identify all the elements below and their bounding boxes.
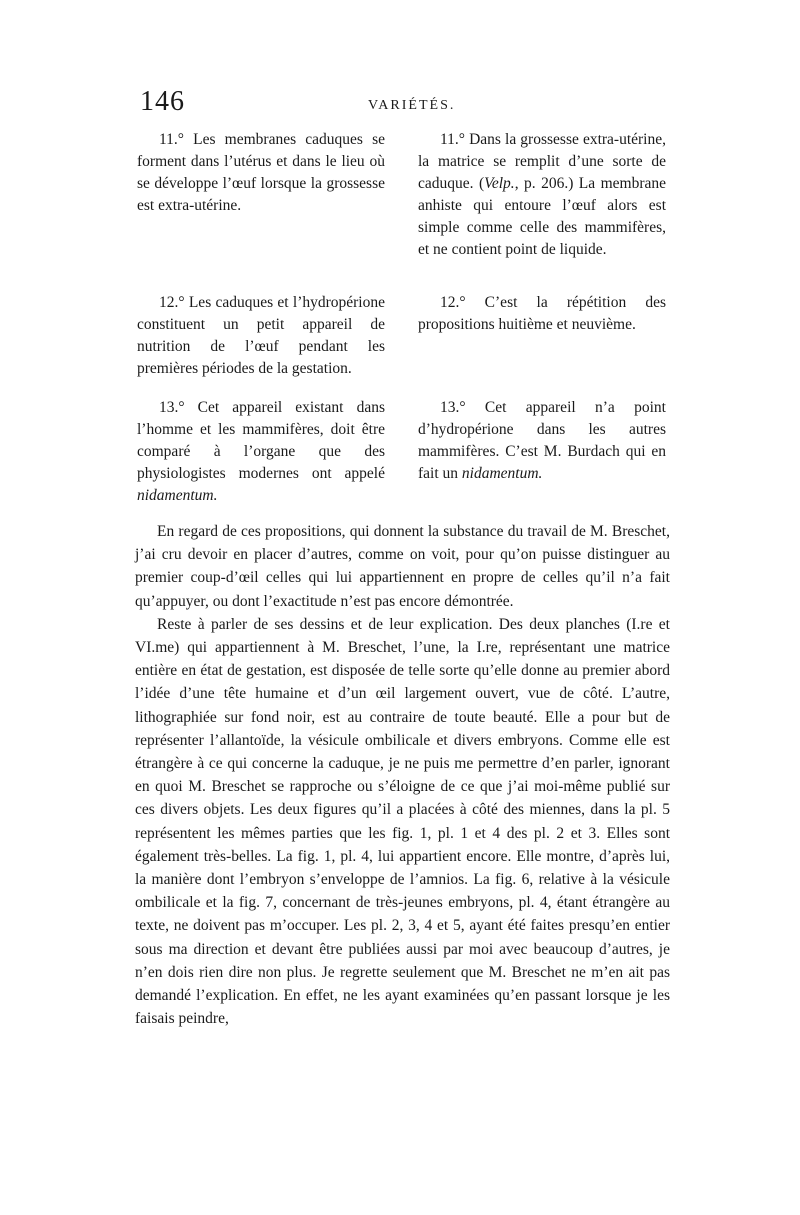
proposition-13-right	[418, 397, 666, 485]
proposition-13-left-term: nidamentum.	[137, 487, 218, 504]
proposition-11-right-text	[418, 129, 666, 261]
running-head: VARIÉTÉS.	[368, 98, 456, 113]
body-text	[135, 520, 670, 1030]
proposition-11-right	[418, 129, 666, 261]
proposition-13-right-term: nidamentum.	[461, 465, 543, 482]
proposition-13-left-pre: 13.° Cet appareil existant dans l’homme et les mammifères, doit être comparé à l’organe que des physiologistes modernes ont appelé	[137, 399, 385, 482]
proposition-11-left-text: 11.° Les membranes caduques se forment dans l’utérus et dans le lieu où se développe l’œuf lorsque la grossesse est extra-utérine.	[137, 131, 385, 214]
body-paragraph-2: Reste à parler de ses dessins et de leur explication. Des deux planches (I.re et VI.me) qui appartiennent à M. Breschet, l’une, la I.re, représentant une matrice entière en état de gestation, est disposée de telle sorte qu’elle donne au premier abord l’idée d’une tête humaine et d’un œil largement ouvert, vue de côté. L’autre, lithographiée sur fond noir, est au contraire de toute beauté. Elle a pour but de représenter l’allantoïde, la vésicule ombilicale et divers embryons. Comme elle est étrangère à ce qui concerne la caduque, je ne puis me permettre d’en parler, ignorant en quoi M. Breschet se rapproche ou s’éloigne de ce que j’ai moi-même publié sur ces divers objets. Les deux figures qu’il a placées à côté des miennes, dans la pl. 5 représentent les mêmes parties que les fig. 1, pl. 1 et 4 des pl. 2 et 3. Elles sont également très-belles. La fig. 1, pl. 4, lui appartient encore. Elle montre, d’après lui, la manière dont l’embryon s’enveloppe de l’amnios. La fig. 6, relative à la vésicule ombilicale et la fig. 7, concernant de très-jeunes embryons, pl. 4, étant étrangère au texte, ne doivent pas m’occuper. Les pl. 2, 3, 4 et 5, ayant été faites presqu’en entier sous ma direction et devant être publiées aussi par moi avec beaucoup d’autres, je n’en dois rien dire non plus. Je regrette seulement que M. Breschet ne m’en ait pas demandé l’explication. En effet, ne les ayant examinées qu’en passant lorsque je les faisais peindre,	[135, 615, 670, 1028]
proposition-11-right-pre: 11.° Dans la grossesse extra-utérine, la matrice se remplit d’une sorte de caduque. (	[418, 131, 666, 192]
proposition-12-right-text: 12.° C’est la répétition des propositions huitième et neuvième.	[418, 294, 666, 333]
proposition-12-left	[137, 292, 385, 380]
proposition-11-right-citation: Velp.	[484, 175, 515, 192]
proposition-11-left	[137, 129, 385, 217]
proposition-13-right-pre: 13.° Cet appareil n’a point d’hydropérione dans les autres mammifères. C’est M. Burdach qui en fait un	[418, 399, 666, 482]
proposition-13-right-text	[418, 397, 666, 485]
proposition-12-left-text: 12.° Les caduques et l’hydropérione constituent un petit appareil de nutrition de l’œuf pendant les premières périodes de la gestation.	[137, 294, 385, 377]
proposition-13-left	[137, 397, 385, 507]
body-paragraph-1: En regard de ces propositions, qui donnent la substance du travail de M. Breschet, j’ai cru devoir en placer d’autres, comme on voit, pour qu’on puisse distinguer au premier coup-d’œil celles qui lui appartiennent en propre de celles qu’il n’a fait qu’appuyer, ou dont l’exactitude n’est pas encore démontrée.	[135, 523, 670, 610]
page-number: 146	[140, 86, 185, 117]
proposition-11-right-post: , p. 206.) La membrane anhiste qui entoure l’œuf alors est simple comme celle des mammifères, et ne contient point de liquide.	[418, 175, 666, 258]
page-header	[140, 86, 670, 126]
proposition-13-left-text	[137, 397, 385, 507]
proposition-12-right	[418, 292, 666, 336]
